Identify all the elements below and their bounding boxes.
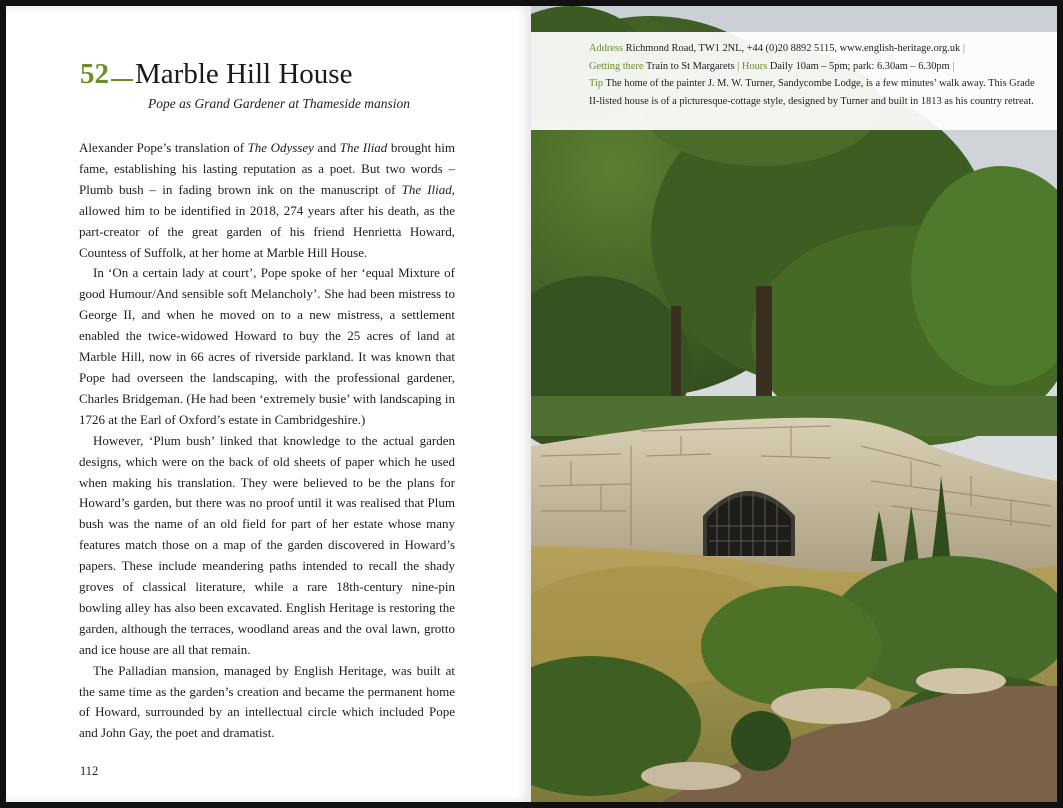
entry-number-rule <box>111 79 133 81</box>
entry-heading <box>80 58 352 91</box>
hours-value: Daily 10am – 5pm; park: 6.30am – 6.30pm <box>769 60 950 72</box>
text-run: brought him fame, establishing his lasting reputation as a poet. But two words – Plumb bush – in fading brown ink on the manuscript of <box>79 140 456 197</box>
italic-title: The Odyssey <box>247 140 314 155</box>
separator: | <box>952 60 955 72</box>
separator: | <box>737 60 740 72</box>
body-paragraph <box>79 661 455 745</box>
getting-there-value: Train to St Margarets <box>645 60 735 72</box>
text-run: , allowed him to be identified in 2018, 274 years after his death, as the part-creator of the great garden of his friend Henrietta Howard, Countess of Suffolk, at her home at Marble Hill House. <box>79 181 455 260</box>
text-run: The Palladian mansion, managed by English Heritage, was built at the same time as the garden’s creation and became the permanent home of Howard, surrounded by an intellectual circle which included Pope and John Gay, the poet and dramatist. <box>79 662 455 741</box>
getting-there-label: Getting there <box>589 60 644 72</box>
text-run: Alexander Pope’s translation of <box>79 140 248 155</box>
italic-title: The Iliad <box>339 140 388 155</box>
body-text <box>79 138 455 744</box>
text-run: and <box>313 140 340 155</box>
body-paragraph <box>79 138 455 263</box>
separator: | <box>962 43 965 54</box>
text-run: However, ‘Plum bush’ linked that knowledge to the actual garden designs, which were on the back of old sheets of paper which he used when making his translation. They were believed to be the plans for Howard’s garden, but there was no proof until it was realised that Plum bush was the name of an old field for part of her estate whose many features match those on a map of the garden discovered in Howard’s papers. These include meandering paths intended to recall the shady groves of classical literature, while a rare 18th-century nine-pin bowling alley has also been excavated. English Heritage is restoring the garden, although the terraces, woodland areas and the oval lawn, grotto and ice house are all that remain. <box>79 432 455 657</box>
entry-number: 52 <box>80 58 109 90</box>
hours-label: Hours <box>741 60 768 72</box>
right-page <box>531 6 1057 802</box>
body-paragraph <box>79 431 455 661</box>
text-run: In ‘On a certain lady at court’, Pope spoke of her ‘equal Mixture of good Humour/And sensible soft Melancholy’. She had been mistress to George II, and when he moved on to a new mistress, a settlement enabled the twice-widowed Howard to buy the 25 acres of land at Marble Hill, now in 66 acres of riverside parkland. It was known that Pope had overseen the landscaping, with the professional gardener, Charles Bridgeman. (He had been ‘extremely busie’ with landscaping in 1726 at the Earl of Oxford’s estate in Cambridgeshire.) <box>79 265 455 427</box>
body-paragraph <box>79 263 455 430</box>
left-page <box>6 6 531 802</box>
entry-subtitle: Pope as Grand Gardener at Thameside mansion <box>148 96 410 111</box>
tip-label: Tip <box>589 78 604 90</box>
italic-title: The Iliad <box>401 181 452 197</box>
address-value: Richmond Road, TW1 2NL, +44 (0)20 8892 5115, www.english-heritage.org.uk <box>625 43 961 54</box>
entry-title: Marble Hill House <box>135 58 353 90</box>
page-number: 112 <box>80 764 99 778</box>
address-label: Address <box>589 43 624 54</box>
tip-value: The home of the painter J. M. W. Turner, Sandycombe Lodge, is a few minutes’ walk away. This Grade II-listed house is of a picturesque-cottage style, designed by Turner and built in 1813 as his country retreat. <box>589 78 1035 107</box>
info-box <box>531 32 1057 130</box>
